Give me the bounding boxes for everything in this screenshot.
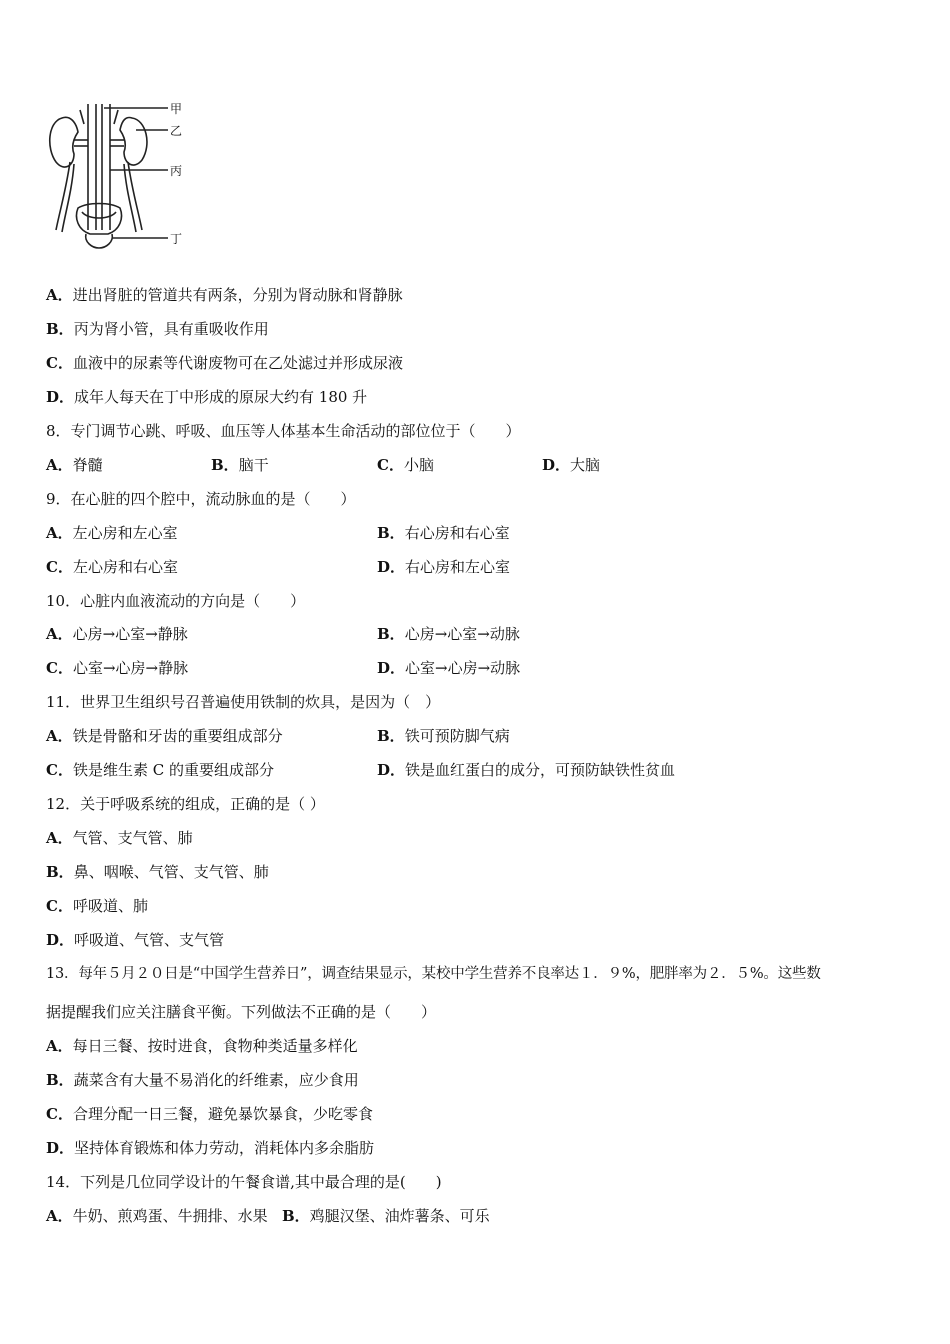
q13-stem-line1: 13．每年５月２０日是“中国学生营养日”，调查结果显示，某校中学生营养不良率达１．９%，肥胖率为２．５%。这些数 bbox=[46, 966, 821, 982]
q12-option-c: C．呼吸道、肺 bbox=[46, 897, 148, 915]
q13-option-c: C．合理分配一日三餐，避免暴饮暴食，少吃零食 bbox=[46, 1105, 373, 1123]
urinary-system-figure bbox=[44, 100, 194, 250]
q8-options bbox=[46, 455, 926, 475]
q10-option-b: B．心房→心室→动脉 bbox=[377, 625, 520, 643]
q11-options-row1 bbox=[46, 726, 926, 746]
q8-option-b: B．脑干 bbox=[211, 456, 269, 474]
q14-options bbox=[46, 1206, 490, 1226]
q13-stem-line2: 据提醒我们应关注膳食平衡。下列做法不正确的是（ ） bbox=[46, 1003, 437, 1021]
q8-option-d: D．大脑 bbox=[542, 456, 601, 474]
figure-label-jia: 甲 bbox=[170, 102, 183, 116]
q12-option-a: A．气管、支气管、肺 bbox=[46, 829, 193, 847]
q11-option-b: B．铁可预防脚气病 bbox=[377, 727, 510, 745]
q13-option-b: B．蔬菜含有大量不易消化的纤维素，应少食用 bbox=[46, 1071, 359, 1089]
q9-option-b: B．右心房和右心室 bbox=[377, 524, 510, 542]
q12-stem: 12．关于呼吸系统的组成，正确的是（ ） bbox=[46, 795, 325, 813]
q11-options-row2 bbox=[46, 760, 926, 780]
q10-options-row1 bbox=[46, 624, 926, 644]
q10-stem: 10．心脏内血液流动的方向是（ ） bbox=[46, 592, 306, 610]
q11-option-a: A．铁是骨骼和牙齿的重要组成部分 bbox=[46, 727, 283, 745]
q9-option-d: D．右心房和左心室 bbox=[377, 558, 511, 576]
q7-option-d: D．成年人每天在丁中形成的原尿大约有 180 升 bbox=[46, 388, 368, 406]
q13-option-d: D．坚持体育锻炼和体力劳动，消耗体内多余脂肪 bbox=[46, 1139, 375, 1157]
q13-option-a: A．每日三餐、按时进食，食物种类适量多样化 bbox=[46, 1037, 358, 1055]
q7-option-b: B．丙为肾小管，具有重吸收作用 bbox=[46, 320, 269, 338]
q7-option-c: C．血液中的尿素等代谢废物可在乙处滤过并形成尿液 bbox=[46, 354, 403, 372]
q11-stem: 11．世界卫生组织号召普遍使用铁制的炊具，是因为（ ） bbox=[46, 693, 441, 711]
q10-option-d: D．心室→心房→动脉 bbox=[377, 659, 521, 677]
figure-label-ding: 丁 bbox=[170, 232, 183, 246]
q14-option-b: B．鸡腿汉堡、油炸薯条、可乐 bbox=[281, 1207, 490, 1225]
q14-option-a: A．牛奶、煎鸡蛋、牛拥排、水果 bbox=[46, 1207, 268, 1225]
q8-option-c: C．小脑 bbox=[377, 456, 434, 474]
figure-label-bing: 丙 bbox=[170, 164, 183, 178]
q11-option-c: C．铁是维生素 C 的重要组成部分 bbox=[46, 761, 274, 779]
q9-options-row2 bbox=[46, 557, 926, 577]
q9-option-c: C．左心房和右心室 bbox=[46, 558, 178, 576]
q11-option-d: D．铁是血红蛋白的成分，可预防缺铁性贫血 bbox=[377, 761, 676, 779]
q10-options-row2 bbox=[46, 658, 926, 678]
q12-option-d: D．呼吸道、气管、支气管 bbox=[46, 931, 225, 949]
q8-option-a: A．脊髓 bbox=[46, 456, 103, 474]
figure-label-yi: 乙 bbox=[170, 124, 183, 138]
q9-stem: 9．在心脏的四个腔中，流动脉血的是（ ） bbox=[46, 490, 356, 508]
q12-option-b: B．鼻、咽喉、气管、支气管、肺 bbox=[46, 863, 269, 881]
q10-option-c: C．心室→心房→静脉 bbox=[46, 659, 189, 677]
q8-stem: 8．专门调节心跳、呼吸、血压等人体基本生命活动的部位位于（ ） bbox=[46, 422, 521, 440]
q9-option-a: A．左心房和左心室 bbox=[46, 524, 178, 542]
q9-options-row1 bbox=[46, 523, 926, 543]
q10-option-a: A．心房→心室→静脉 bbox=[46, 625, 188, 643]
q14-stem: 14．下列是几位同学设计的午餐食谱,其中最合理的是( ) bbox=[46, 1173, 442, 1191]
q7-option-a: A．进出肾脏的管道共有两条，分别为肾动脉和肾静脉 bbox=[46, 286, 403, 304]
